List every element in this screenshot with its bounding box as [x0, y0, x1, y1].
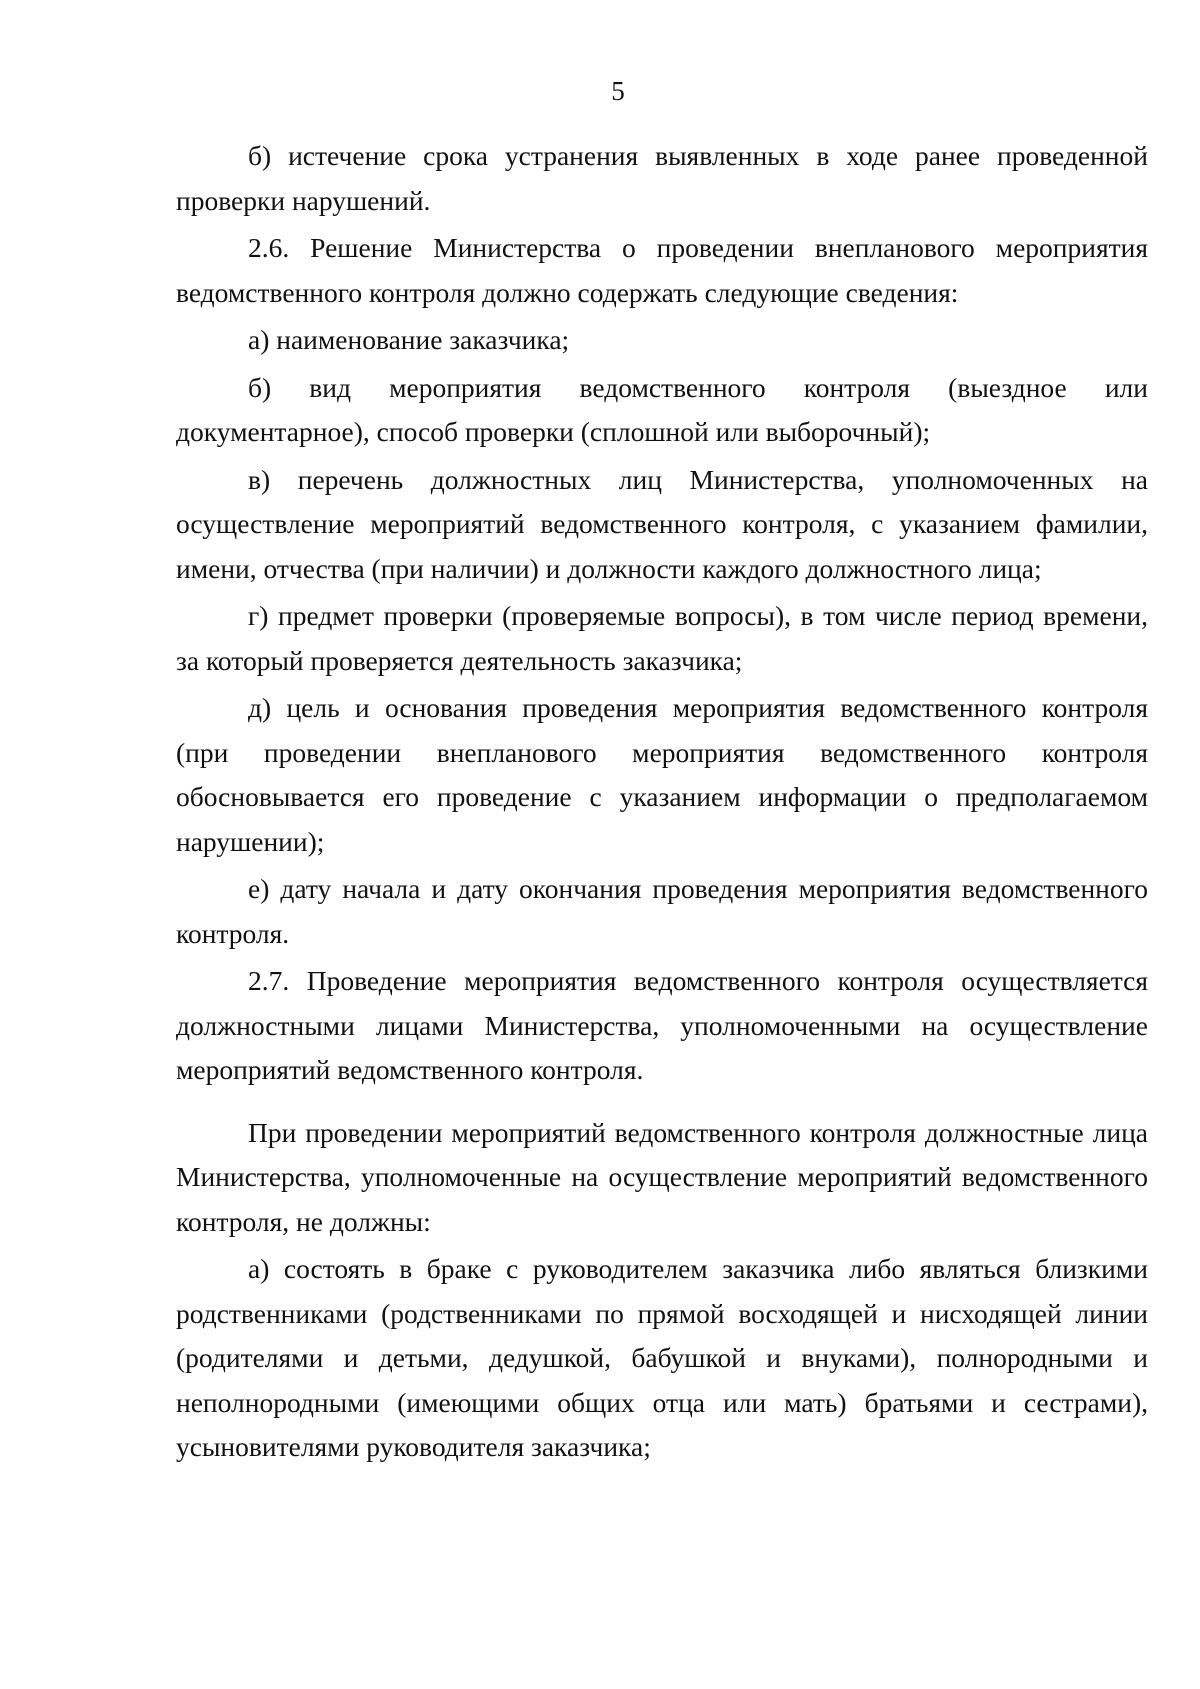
- paragraph-2-6-d: д) цель и основания проведения мероприятия ведомственного контроля (при проведении внепланового мероприятия ведомственного контроля обосновывается его проведение с указанием информации о предполагаемом нарушении);: [176, 692, 1148, 857]
- paragraph-2-6-e: е) дату начала и дату окончания проведения мероприятия ведомственного контроля.: [176, 873, 1148, 949]
- paragraph-2-7-a: а) состоять в браке с руководителем заказчика либо являться близкими родственниками (родственниками по прямой восходящей и нисходящей линии (родителями и детьми, дедушкой, бабушкой и внуками), полнородными и неполнородными (имеющими общих отца или мать) братьями и сестрами), усыновителями руководителя заказчика;: [176, 1253, 1148, 1462]
- page-number: 5: [611, 76, 625, 106]
- paragraph-2-7-restrictions: При проведении мероприятий ведомственного контроля должностные лица Министерства, уполномоченные на осуществление мероприятий ведомственного контроля, не должны:: [176, 1116, 1148, 1237]
- document-body: [176, 134, 1148, 1470]
- paragraph-2-6-v: в) перечень должностных лиц Министерства, уполномоченных на осуществление мероприятий ведомственного контроля, с указанием фамилии, имени, отчества (при наличии) и должности каждого должностного лица;: [176, 463, 1148, 584]
- paragraph-2-6-a: а) наименование заказчика;: [248, 324, 570, 355]
- paragraph-2-7: 2.7. Проведение мероприятия ведомственного контроля осуществляется должностными лицами Министерства, уполномоченными на осуществление мероприятий ведомственного контроля.: [176, 965, 1148, 1085]
- paragraph-2-6: 2.6. Решение Министерства о проведении внепланового мероприятия ведомственного контроля должно содержать следующие сведения:: [176, 232, 1148, 308]
- paragraph-2-5-b: б) истечение срока устранения выявленных в ходе ранее проведенной проверки нарушений.: [176, 140, 1148, 216]
- paragraph-2-6-b: б) вид мероприятия ведомственного контроля (выездное или документарное), способ проверки (сплошной или выборочный);: [176, 371, 1148, 447]
- paragraph-2-6-g: г) предмет проверки (проверяемые вопросы), в том числе период времени, за который проверяется деятельность заказчика;: [176, 600, 1148, 676]
